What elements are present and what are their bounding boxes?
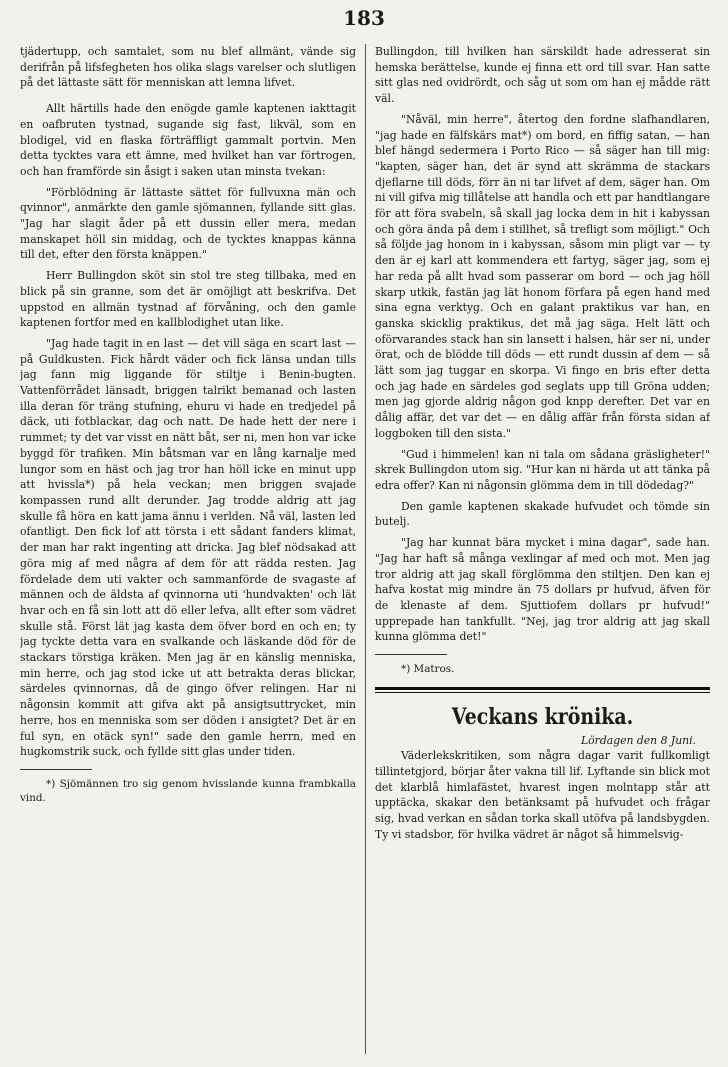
right-paragraph-1: Bullingdon, till hvilken han särskildt hade adresserat sin hemska berättelse, kunde ej finna ett ord till svar. Han satte sitt glas ned ovidrördt, och såg ut som om han ej mådde rätt väl.: [375, 45, 710, 106]
page-number: 183: [343, 6, 385, 30]
left-paragraph-4: Herr Bullingdon sköt sin stol tre steg tillbaka, med en blick på sin granne, som det är omöjligt att beskrifva. Det uppstod en allmän tystnad af förvåning, och den gamle kaptenen fortfor med en kallblodighet utan like.: [20, 269, 356, 330]
section-title: Veckans krönika.: [451, 703, 634, 730]
right-paragraph-2: "Nåväl, min herre", återtog den fordne slafhandlaren, "jag hade en fälfskärs mat*) om bord, en fiffig satan, — han blef hängd sedermera i Porto Rico — så säger han till mig: "kapten, säger han, det är synd att skrämma de stackars djeflarne till döds, förr än ni tar lifvet af dem, säger han. Om ni vill gifva mig tillåtelse att handla och ett par handtlangare för att föra svabeln, så skall jag locka dem in hit i kabyssan och göra ända på dem i stillhet, så trefligt som möjligt." Och så följde jag honom in i kabyssan, såsom min pligt var — ty den är ej karl att kommendera ett fartyg, säger jag, som ej har reda på allt hvad som passerar om bord — och jag höll skarp utkik, fastän jag lät honom förfara på egen hand med sina egna verktyg. Och en galant praktikus var han, en ganska skicklig praktikus, det må jag säga. Helt lätt och oförvarandes stack han sin lansett i halsen, här ser ni, under örat, och de blödde till döds — ett rundt dussin af dem — så lätt som jag tuggar en skorpa. Vi fingo en bris efter detta och jag hade en särdeles god seglats upp till Gröna udden; men jag gjorde aldrig någon god knpp derefter. Det var en dålig affär, det var det — en dålig affär från första sidan af loggboken till den sista.": [375, 112, 710, 440]
left-paragraph-3: "Förblödning är lättaste sättet för fullvuxna män och qvinnor", anmärkte den gamle sjömannen, fyllande sitt glas. "Jag har slagit åder på ett dussin eller mera, medan manskapet höll sin middag, och de tycktes knappas känna till det, efter den första knäppen.": [20, 185, 356, 262]
section-paragraph: Väderlekskritiken, som några dagar varit fullkomligt tillintetgjord, börjar åter vakna till lif. Lyftande sin blick mot det klarblå himlafästet, hvarest ingen molntapp står att upptäcka, skakar den betänksamt på hufvudet och frågar sig, hvad verkan en sådan torka skall utöfva på landsbygden. Ty vi stadsbor, för hvilka vädret är något så himmelsvig-: [375, 749, 710, 841]
left-footnote: *) Sjömännen tro sig genom hvisslande kunna frambkalla vind.: [20, 777, 356, 805]
section-divider-thin: [375, 692, 710, 693]
right-column: [375, 44, 710, 1058]
column-divider: [365, 44, 366, 1054]
footnote-rule-right: [375, 654, 447, 655]
left-paragraph-5: "Jag hade tagit in en last — det vill säga en scart last — på Guldkusten. Fick hårdt väder och fick länsa undan tills jag fann mig liggande för stiltje i Benin-bugten. Vattenförrådet länsadt, briggen talrikt bemanad och lasten illa deran för träng stufning, ehuru vi hade en tredjedel på däck, uti fotblackar, dag och natt. De hade hett der nere i rummet; ty det var visst en nätt båt, ser ni, men hon var icke byggd för trafiken. Min båtsman var en lång karnalje med lungor som en häst och jag tror han höll icke en minut upp att hvissla*) på hela veckan; men briggen svajade kompassen rund allt derunder. Jag trodde aldrig att jag skulle få höra en katt jama ännu i verlden. Nå väl, lasten led ofantligt. Den fick lof att törsta i ett sådant fanders klimat, der man har rakt ingenting att dricka. Jag blef nödsakad att göra mig af med några af dem för att rädda resten. Jag fördelade dem uti vakter och sammanförde de svagaste af männen och de äldsta af qvinnorna uti 'hundvakten' och lät hvar och en få sin lott att dö eller lefva, allt efter som vädret skulle stå. Först lät jag kasta dem öfver bord en och en; ty jag tyckte detta vara en svalkande och läskande död för de stackars törstiga kräken. Men jag är en känslig menniska, min herre, och jag stod icke ut att betrakta deras blickar, särdeles qvinnornas, då de gingo öfver relingen. Har ni någonsin kommit att gifva akt på ansigtsuttrycket, min herre, hos en menniska som ser döden i ansigtet? Det är en ful syn, en otäck syn!" sade den gamle herrn, med en hugkomstrik suck, och fyllde sitt glas under tiden.: [20, 336, 356, 759]
footnote-rule-left: [20, 769, 92, 770]
section-divider-thick: [375, 687, 710, 690]
section-dateline: Lördagen den 8 Juni.: [581, 733, 696, 747]
left-column: [20, 44, 356, 1058]
left-paragraph-1: tjädertupp, och samtalet, som nu blef allmänt, vände sig derifrån på lifsfegheten hos olika slags varelser och slutligen på det lättaste sätt för menniskan att lemna lifvet.: [20, 45, 356, 90]
right-paragraph-5: "Jag har kunnat bära mycket i mina dagar", sade han. "Jag har haft så många vexlingar af med och mot. Men jag tror aldrig att jag skall förglömma den stiltjen. Den kan ej hafva kostat mig mindre än 75 dollars pr hufvud, äfven för de klenaste af dem. Sjuttiofem dollars pr hufvud!" upprepade han tankfullt. "Nej, jag tror aldrig att jag skall kunna glömma det!": [375, 536, 710, 644]
left-paragraph-2: Allt härtills hade den enögde gamle kaptenen iakttagit en oafbruten tystnad, sugande sig fast, likväl, som en blodigel, vid en flaska förträffligt gammalt portvin. Men detta tycktes vara ett ämne, med hvilket han var förtrogen, och han framförde sin åsigt i saken utan minsta tvekan:: [20, 102, 356, 178]
right-paragraph-3: "Gud i himmelen! kan ni tala om sådana gräsligheter!" skrek Bullingdon utom sig. "Hur kan ni härda ut att tänka på edra offer? Kan ni någonsin glömma dem in till dödedag?": [375, 447, 710, 492]
right-paragraph-4: Den gamle kaptenen skakade hufvudet och tömde sin butelj.: [375, 499, 710, 529]
right-footnote: *) Matros.: [401, 663, 455, 676]
